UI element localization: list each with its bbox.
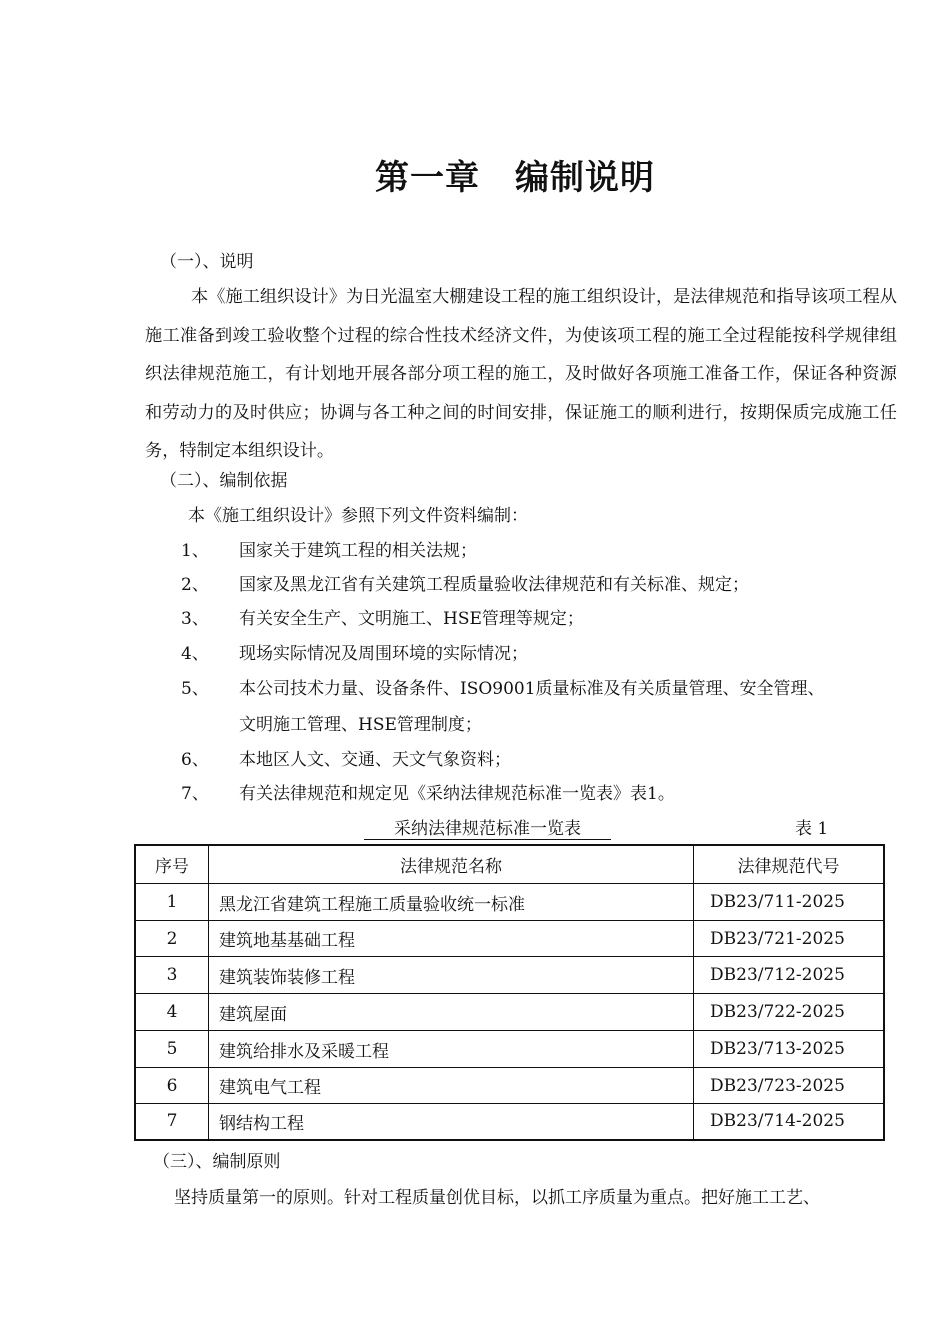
- table-cell-index: 6: [135, 1068, 209, 1104]
- list-item: 本地区人文、交通、天文气象资料；: [239, 750, 511, 770]
- section-heading-basis: （二）、编制依据: [160, 471, 288, 491]
- principles-text: 坚持质量第一的原则。针对工程质量创优目标，以抓工序质量为重点。把好施工工艺、: [174, 1188, 820, 1208]
- table-cell-index: 3: [135, 957, 209, 994]
- section-heading-explanation: （一）、说明: [160, 252, 254, 272]
- table-cell-index: 7: [135, 1104, 209, 1140]
- section-heading-principles: （三）、编制原则: [153, 1152, 281, 1172]
- table-cell-index: 1: [135, 884, 209, 921]
- table-cell-code: DB23/713-2025: [694, 1031, 885, 1068]
- table-cell-name: 建筑屋面: [209, 994, 694, 1031]
- table-row: [135, 921, 884, 957]
- table-cell-code: DB23/711-2025: [694, 884, 885, 921]
- basis-intro: 本《施工组织设计》参照下列文件资料编制：: [188, 506, 528, 526]
- table-header-cell: 法律规范代号: [694, 845, 885, 884]
- table-cell-index: 4: [135, 994, 209, 1031]
- table-cell-code: DB23/722-2025: [694, 994, 885, 1031]
- list-item: 有关安全生产、文明施工、HSE管理等规定；: [239, 609, 584, 629]
- standards-table: [134, 844, 885, 1141]
- table-cell-name: 建筑装饰装修工程: [209, 957, 694, 994]
- table-row: [135, 1068, 884, 1104]
- list-item: 国家关于建筑工程的相关法规；: [239, 541, 477, 561]
- table-cell-code: DB23/712-2025: [694, 957, 885, 994]
- table-row: [135, 1031, 884, 1068]
- table-cell-name: 建筑电气工程: [209, 1068, 694, 1104]
- table-row: [135, 957, 884, 994]
- table-cell-index: 5: [135, 1031, 209, 1068]
- list-item-number: 6、: [181, 750, 209, 770]
- table-cell-code: DB23/721-2025: [694, 921, 885, 957]
- table-row: [135, 884, 884, 921]
- chapter-title: 第一章 编制说明: [375, 158, 655, 198]
- table-cell-name: 建筑给排水及采暖工程: [209, 1031, 694, 1068]
- table-header-cell: 序号: [135, 845, 209, 884]
- table-cell-name: 建筑地基基础工程: [209, 921, 694, 957]
- list-item: 本公司技术力量、设备条件、ISO9001质量标准及有关质量管理、安全管理、: [239, 679, 825, 699]
- table-header-cell: 法律规范名称: [209, 845, 694, 884]
- table-cell-code: DB23/714-2025: [694, 1104, 885, 1140]
- list-item-number: 4、: [181, 644, 209, 664]
- table-cell-name: 钢结构工程: [209, 1104, 694, 1140]
- table-label: 表 1: [795, 819, 829, 839]
- list-item: 现场实际情况及周围环境的实际情况；: [239, 644, 528, 664]
- table-caption: 采纳法律规范标准一览表: [364, 814, 611, 840]
- table-cell-index: 2: [135, 921, 209, 957]
- list-item: 有关法律规范和规定见《采纳法律规范标准一览表》表1。: [239, 784, 675, 804]
- table-header-row: [135, 845, 884, 884]
- list-item-number: 5、: [181, 679, 209, 699]
- table-cell-code: DB23/723-2025: [694, 1068, 885, 1104]
- explanation-paragraph: 本《施工组织设计》为日光温室大棚建设工程的施工组织设计，是法律规范和指导该项工程从施工准备到竣工验收整个过程的综合性技术经济文件，为使该项工程的施工全过程能按科学规律组织法律规范施工，有计划地开展各部分项工程的施工，及时做好各项施工准备工作，保证各种资源和劳动力的及时供应；协调与各工种之间的时间安排，保证施工的顺利进行，按期保质完成施工任务，特制定本组织设计。: [145, 287, 897, 461]
- list-item-number: 2、: [181, 575, 209, 595]
- table-row: [135, 1104, 884, 1140]
- list-item-number: 3、: [181, 609, 209, 629]
- table-row: [135, 994, 884, 1031]
- list-item-number: 1、: [181, 541, 209, 561]
- list-item-number: 7、: [181, 784, 209, 804]
- list-item-continuation: 文明施工管理、HSE管理制度；: [239, 715, 482, 735]
- table-cell-name: 黑龙江省建筑工程施工质量验收统一标准: [209, 884, 694, 921]
- list-item: 国家及黑龙江省有关建筑工程质量验收法律规范和有关标准、规定；: [239, 575, 749, 595]
